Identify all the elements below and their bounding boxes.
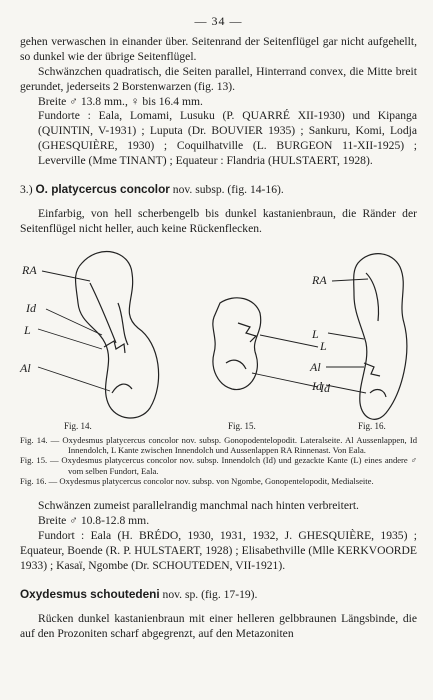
label-al-16: Al bbox=[310, 359, 321, 374]
paragraph-localities-concolor: Fundort : Eala (H. BRÉDO, 1930, 1931, 1932, J. GHESQUIÈRE, 1935) ; Equateur, Boende (R. P. HULSTAERT, 1928) ; Elisabethville (Mlle KERKVOORDE 1933) ; Kasaï, Ngombe (Dr. SCHOUTEDEN, VII-1921). bbox=[20, 529, 417, 572]
section-heading-schoutedeni bbox=[20, 587, 417, 603]
label-ra-16: RA bbox=[312, 272, 327, 287]
paragraph-tail: Schwänzchen quadratisch, die Seiten parallel, Hinterrand convex, die Mitte breit gerundet, jederseits 2 Borstenwarzen (fig. 13). bbox=[20, 64, 417, 93]
figure-14-drawing bbox=[76, 251, 159, 417]
section-number: 3.) bbox=[20, 183, 33, 197]
figure-16-drawing bbox=[354, 253, 407, 419]
taxon-name-schoutedeni: Oxydesmus schoutedeni bbox=[20, 586, 160, 601]
figure-16-label: Fig. 16. bbox=[358, 420, 386, 431]
label-ra-14: RA bbox=[22, 262, 37, 277]
figure-15-drawing bbox=[213, 298, 261, 390]
paragraph-description: Einfarbig, von hell scherbengelb bis dunkel kastanienbraun, die Ränder der Seitenflügel nicht heller, auch keine Rückenflecken. bbox=[20, 206, 417, 235]
gonopod-drawings bbox=[20, 243, 417, 433]
label-l-16: L bbox=[312, 326, 319, 341]
figure-plate bbox=[20, 243, 417, 433]
caption-fig-15: Fig. 15. — Oxydesmus platycercus concolor nov. subsp. Innendolch (Id) und gezackte Kante (L) eines andere ♂ vom selben Fundort, Eala. bbox=[20, 455, 417, 476]
paragraph-localities: Fundorte : Eala, Lomami, Lusuku (P. QUARRÉ XII-1930) und Kipanga (QUINTIN, V-1931) ; Luputa (Dr. BOUVIER 1935) ; Sankuru, Komi, Lodja (GHESQUIÈRE, 1930) ; Coquilhatville (L. BURGEON 11-XII-1925) ; Leverville (Mme TINANT) ; Equateur : Flandria (HULSTAERT, 1928). bbox=[38, 109, 417, 168]
label-id-14: Id bbox=[26, 300, 36, 315]
taxon-rank-schoutedeni: nov. sp. (fig. 17-19). bbox=[162, 587, 258, 601]
figure-14-leaders bbox=[38, 271, 110, 391]
label-al-14: Al bbox=[20, 360, 31, 375]
label-l-14: L bbox=[24, 322, 31, 337]
label-id-15: Id bbox=[320, 380, 330, 395]
paragraph-coloration: gehen verwaschen in einander über. Seitenrand der Seitenflügel gar nicht aufgehellt, so dunkel wie der übrige Seitenflügel. bbox=[20, 34, 417, 63]
label-l-15: L bbox=[320, 338, 327, 353]
caption-fig-14: Fig. 14. — Oxydesmus platycercus concolor nov. subsp. Gonopodentelopodit. Lateralseite. Al Aussenlappen, Id Innendolch, L Kante zwischen Innendolch und Aussenlappen RA Rinnenast. Von Eala. bbox=[20, 434, 417, 456]
figure-captions bbox=[20, 435, 417, 486]
figure-16-leaders bbox=[326, 279, 368, 393]
page-number: — 34 — bbox=[194, 14, 243, 28]
paragraph-width-concolor: Breite ♂ 10.8-12.8 mm. bbox=[38, 514, 150, 528]
paragraph-description-schoutedeni: Rücken dunkel kastanienbraun mit einer helleren gelbbraunen Längsbinde, die auf den Prozoniten scharf abgegrenzt, auf den Metazoniten bbox=[20, 611, 417, 640]
taxon-name: O. platycercus concolor bbox=[35, 182, 170, 197]
caption-fig-16: Fig. 16. — Oxydesmus platycercus concolor nov. subsp. von Ngombe, Gonopentelopodit, Medialseite. bbox=[20, 475, 374, 486]
paragraph-tail-concolor: Schwänzen zumeist parallelrandig manchmal nach hinten verbreitert. bbox=[38, 499, 359, 513]
taxon-rank: nov. subsp. (fig. 14-16). bbox=[172, 183, 284, 197]
figure-15-leaders bbox=[252, 335, 318, 387]
figure-14-label: Fig. 14. bbox=[64, 420, 92, 431]
paragraph-width: Breite ♂ 13.8 mm., ♀ bis 16.4 mm. bbox=[38, 94, 203, 108]
section-heading-concolor bbox=[20, 182, 417, 198]
label-id-16: Id bbox=[312, 378, 322, 393]
figure-15-label: Fig. 15. bbox=[228, 420, 256, 431]
